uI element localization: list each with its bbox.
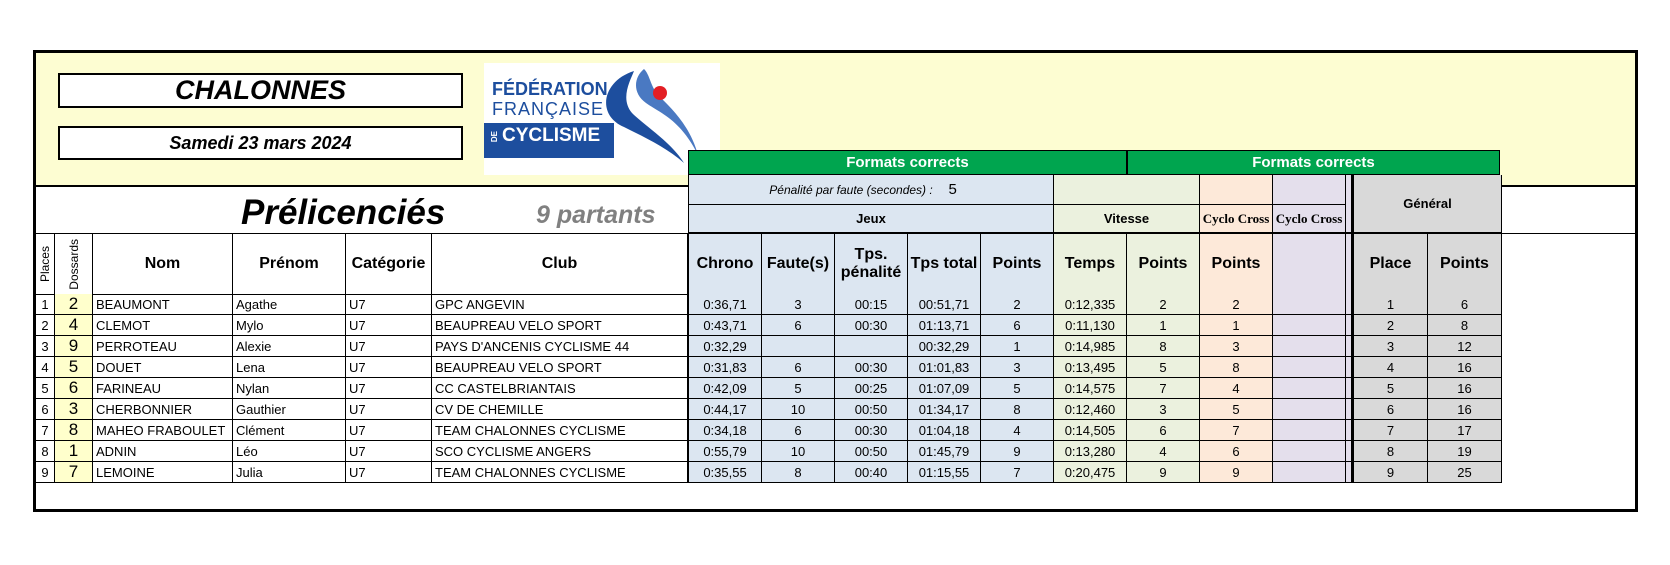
points-general-cell: 16	[1428, 357, 1502, 378]
points-general-cell: 6	[1428, 294, 1502, 315]
cyclo2-cell	[1273, 399, 1346, 420]
group-jeux: Jeux	[688, 205, 1054, 233]
table-row	[36, 294, 1635, 315]
penalty-row	[688, 175, 1054, 205]
penalite-cell: 00:30	[835, 315, 908, 336]
place-cell: 5	[36, 378, 55, 399]
penalty-value: 5	[948, 181, 957, 198]
group-cyclo-cross-1: Cyclo Cross	[1200, 205, 1273, 233]
dossard-cell: 5	[55, 357, 93, 378]
chrono-cell: 0:34,18	[688, 420, 762, 441]
event-date: Samedi 23 mars 2024	[58, 126, 463, 160]
points-vitesse-cell: 6	[1127, 420, 1200, 441]
group-cyclo-cross-2: Cyclo Cross	[1273, 205, 1346, 233]
row-separator	[1346, 315, 1354, 336]
points-jeux-cell: 3	[981, 357, 1054, 378]
col-points-general: Points	[1428, 234, 1502, 295]
row-separator	[1346, 462, 1354, 483]
row-separator	[1346, 357, 1354, 378]
place-cell: 9	[36, 462, 55, 483]
categorie-cell: U7	[346, 336, 432, 357]
points-cyclo-cell: 9	[1200, 462, 1273, 483]
points-vitesse-cell: 4	[1127, 441, 1200, 462]
place-cell: 1	[36, 294, 55, 315]
nom-cell: CHERBONNIER	[93, 399, 233, 420]
points-jeux-cell: 2	[981, 294, 1054, 315]
dossard-cell: 3	[55, 399, 93, 420]
fautes-cell	[762, 336, 835, 357]
points-cyclo-cell: 3	[1200, 336, 1273, 357]
club-cell: BEAUPREAU VELO SPORT	[432, 315, 688, 336]
club-cell: PAYS D'ANCENIS CYCLISME 44	[432, 336, 688, 357]
tps-total-cell: 01:07,09	[908, 378, 981, 399]
cyclo2-cell	[1273, 462, 1346, 483]
chrono-cell: 0:55,79	[688, 441, 762, 462]
row-separator	[1346, 420, 1354, 441]
temps-cell: 0:13,280	[1054, 441, 1127, 462]
penalite-cell	[835, 336, 908, 357]
col-cyclo2	[1273, 234, 1346, 295]
separator-col	[1346, 175, 1354, 233]
cyclo2-cell	[1273, 315, 1346, 336]
place-cell: 2	[36, 315, 55, 336]
penalite-cell: 00:25	[835, 378, 908, 399]
penalite-cell: 00:50	[835, 441, 908, 462]
penalite-cell: 00:40	[835, 462, 908, 483]
venue-title: CHALONNES	[58, 73, 463, 108]
col-dossards-label: Dossards	[66, 238, 81, 290]
category-title: Prélicenciés	[241, 193, 446, 232]
col-points-vitesse: Points	[1127, 234, 1200, 295]
categorie-cell: U7	[346, 420, 432, 441]
logo-text-line1: FÉDÉRATION	[492, 79, 608, 99]
prenom-cell: Julia	[233, 462, 346, 483]
points-vitesse-cell: 8	[1127, 336, 1200, 357]
col-chrono: Chrono	[688, 234, 762, 295]
categorie-cell: U7	[346, 294, 432, 315]
points-general-cell: 16	[1428, 378, 1502, 399]
dossard-cell: 2	[55, 294, 93, 315]
dossard-cell: 8	[55, 420, 93, 441]
points-cyclo-cell: 1	[1200, 315, 1273, 336]
group-vitesse: Vitesse	[1054, 205, 1200, 233]
penalite-cell: 00:30	[835, 420, 908, 441]
categorie-cell: U7	[346, 462, 432, 483]
club-cell: CV DE CHEMILLE	[432, 399, 688, 420]
prenom-cell: Nylan	[233, 378, 346, 399]
tps-total-cell: 01:15,55	[908, 462, 981, 483]
temps-cell: 0:14,985	[1054, 336, 1127, 357]
temps-cell: 0:14,575	[1054, 378, 1127, 399]
points-vitesse-cell: 2	[1127, 294, 1200, 315]
points-jeux-cell: 1	[981, 336, 1054, 357]
table-row	[36, 462, 1635, 483]
chrono-cell: 0:36,71	[688, 294, 762, 315]
temps-cell: 0:13,495	[1054, 357, 1127, 378]
penalty-label: Pénalité par faute (secondes) :	[769, 182, 933, 197]
points-jeux-cell: 8	[981, 399, 1054, 420]
points-jeux-cell: 6	[981, 315, 1054, 336]
place-general-cell: 7	[1354, 420, 1428, 441]
cyclo2-cell	[1273, 378, 1346, 399]
prenom-cell: Alexie	[233, 336, 346, 357]
temps-cell: 0:11,130	[1054, 315, 1127, 336]
points-general-cell: 8	[1428, 315, 1502, 336]
logo-text-line3: CYCLISME	[502, 125, 601, 146]
prenom-cell: Gauthier	[233, 399, 346, 420]
nom-cell: LEMOINE	[93, 462, 233, 483]
penalite-cell: 00:50	[835, 399, 908, 420]
table-row	[36, 399, 1635, 420]
fautes-cell: 10	[762, 441, 835, 462]
temps-cell: 0:20,475	[1054, 462, 1127, 483]
club-cell: TEAM CHALONNES CYCLISME	[432, 462, 688, 483]
logo-text-line2: FRANÇAISE	[492, 99, 605, 119]
chrono-cell: 0:31,83	[688, 357, 762, 378]
logo-text-prefix: DE	[490, 131, 499, 143]
table-row	[36, 441, 1635, 462]
place-general-cell: 4	[1354, 357, 1428, 378]
penalite-cell: 00:15	[835, 294, 908, 315]
fautes-cell: 6	[762, 420, 835, 441]
tps-total-cell: 01:34,17	[908, 399, 981, 420]
row-separator	[1346, 441, 1354, 462]
points-general-cell: 19	[1428, 441, 1502, 462]
points-jeux-cell: 4	[981, 420, 1054, 441]
dossard-cell: 6	[55, 378, 93, 399]
row-separator	[1346, 294, 1354, 315]
points-jeux-cell: 9	[981, 441, 1054, 462]
prenom-cell: Lena	[233, 357, 346, 378]
col-places-label: Places	[38, 245, 52, 283]
col-separator	[1346, 234, 1354, 295]
points-jeux-cell: 7	[981, 462, 1054, 483]
row-separator	[1346, 378, 1354, 399]
fautes-cell: 3	[762, 294, 835, 315]
cyclo2-cell	[1273, 336, 1346, 357]
tps-total-cell: 00:51,71	[908, 294, 981, 315]
row-separator	[1346, 336, 1354, 357]
results-body	[36, 294, 1635, 483]
col-temps: Temps	[1054, 234, 1127, 295]
categorie-cell: U7	[346, 357, 432, 378]
nom-cell: ADNIN	[93, 441, 233, 462]
chrono-cell: 0:43,71	[688, 315, 762, 336]
categorie-cell: U7	[346, 441, 432, 462]
prenom-cell: Léo	[233, 441, 346, 462]
points-general-cell: 25	[1428, 462, 1502, 483]
col-categorie: Catégorie	[346, 234, 432, 295]
group-vitesse-top	[1054, 175, 1200, 205]
temps-cell: 0:12,335	[1054, 294, 1127, 315]
points-cyclo-cell: 4	[1200, 378, 1273, 399]
fautes-cell: 6	[762, 315, 835, 336]
place-general-cell: 5	[1354, 378, 1428, 399]
points-vitesse-cell: 3	[1127, 399, 1200, 420]
categorie-cell: U7	[346, 378, 432, 399]
nom-cell: PERROTEAU	[93, 336, 233, 357]
points-cyclo-cell: 7	[1200, 420, 1273, 441]
col-tps-penalite-l1: Tps.	[854, 246, 888, 263]
nom-cell: CLEMOT	[93, 315, 233, 336]
categorie-cell: U7	[346, 315, 432, 336]
fautes-cell: 10	[762, 399, 835, 420]
col-place-general: Place	[1354, 234, 1428, 295]
ffc-logo	[484, 63, 720, 175]
col-tps-penalite	[835, 234, 908, 295]
group-cyclo1-top	[1200, 175, 1273, 205]
club-cell: BEAUPREAU VELO SPORT	[432, 357, 688, 378]
prenom-cell: Agathe	[233, 294, 346, 315]
nom-cell: FARINEAU	[93, 378, 233, 399]
chrono-cell: 0:42,09	[688, 378, 762, 399]
prenom-cell: Mylo	[233, 315, 346, 336]
group-general: Général	[1354, 175, 1502, 233]
tps-total-cell: 01:13,71	[908, 315, 981, 336]
cyclo2-cell	[1273, 294, 1346, 315]
points-cyclo-cell: 5	[1200, 399, 1273, 420]
points-cyclo-cell: 2	[1200, 294, 1273, 315]
col-fautes: Faute(s)	[762, 234, 835, 295]
cyclo2-cell	[1273, 441, 1346, 462]
club-cell: CC CASTELBRIANTAIS	[432, 378, 688, 399]
col-dossards	[55, 234, 93, 295]
table-row	[36, 315, 1635, 336]
place-general-cell: 9	[1354, 462, 1428, 483]
place-general-cell: 1	[1354, 294, 1428, 315]
place-general-cell: 2	[1354, 315, 1428, 336]
points-general-cell: 16	[1428, 399, 1502, 420]
col-prenom: Prénom	[233, 234, 346, 295]
tps-total-cell: 01:45,79	[908, 441, 981, 462]
starters-count: 9 partants	[536, 201, 656, 229]
penalite-cell: 00:30	[835, 357, 908, 378]
points-general-cell: 17	[1428, 420, 1502, 441]
column-header-row	[36, 233, 1635, 294]
col-points-jeux: Points	[981, 234, 1054, 295]
club-cell: SCO CYCLISME ANGERS	[432, 441, 688, 462]
points-cyclo-cell: 6	[1200, 441, 1273, 462]
col-club: Club	[432, 234, 688, 295]
col-nom: Nom	[93, 234, 233, 295]
nom-cell: MAHEO FRABOULET	[93, 420, 233, 441]
table-row	[36, 420, 1635, 441]
club-cell: TEAM CHALONNES CYCLISME	[432, 420, 688, 441]
cyclo2-cell	[1273, 420, 1346, 441]
cyclo2-cell	[1273, 357, 1346, 378]
place-cell: 7	[36, 420, 55, 441]
group-cyclo2-top	[1273, 175, 1346, 205]
row-separator	[1346, 399, 1354, 420]
fautes-cell: 8	[762, 462, 835, 483]
points-vitesse-cell: 7	[1127, 378, 1200, 399]
dossard-cell: 1	[55, 441, 93, 462]
formats-ok-right: Formats corrects	[1127, 150, 1500, 175]
place-general-cell: 3	[1354, 336, 1428, 357]
categorie-cell: U7	[346, 399, 432, 420]
dossard-cell: 7	[55, 462, 93, 483]
chrono-cell: 0:32,29	[688, 336, 762, 357]
dossard-cell: 9	[55, 336, 93, 357]
fautes-cell: 6	[762, 357, 835, 378]
col-tps-penalite-l2: pénalité	[840, 264, 902, 281]
place-cell: 6	[36, 399, 55, 420]
nom-cell: DOUET	[93, 357, 233, 378]
nom-cell: BEAUMONT	[93, 294, 233, 315]
points-vitesse-cell: 5	[1127, 357, 1200, 378]
points-vitesse-cell: 9	[1127, 462, 1200, 483]
table-row	[36, 336, 1635, 357]
dossard-cell: 4	[55, 315, 93, 336]
col-tps-total: Tps total	[908, 234, 981, 295]
formats-ok-left: Formats corrects	[688, 150, 1127, 175]
temps-cell: 0:12,460	[1054, 399, 1127, 420]
tps-total-cell: 01:04,18	[908, 420, 981, 441]
chrono-cell: 0:44,17	[688, 399, 762, 420]
place-cell: 4	[36, 357, 55, 378]
place-cell: 8	[36, 441, 55, 462]
place-general-cell: 6	[1354, 399, 1428, 420]
place-general-cell: 8	[1354, 441, 1428, 462]
points-general-cell: 12	[1428, 336, 1502, 357]
points-jeux-cell: 5	[981, 378, 1054, 399]
chrono-cell: 0:35,55	[688, 462, 762, 483]
tps-total-cell: 01:01,83	[908, 357, 981, 378]
points-vitesse-cell: 1	[1127, 315, 1200, 336]
fautes-cell: 5	[762, 378, 835, 399]
table-row	[36, 357, 1635, 378]
temps-cell: 0:14,505	[1054, 420, 1127, 441]
col-points-cyclo: Points	[1200, 234, 1273, 295]
col-places	[36, 234, 55, 295]
place-cell: 3	[36, 336, 55, 357]
club-cell: GPC ANGEVIN	[432, 294, 688, 315]
points-cyclo-cell: 8	[1200, 357, 1273, 378]
tps-total-cell: 00:32,29	[908, 336, 981, 357]
prenom-cell: Clément	[233, 420, 346, 441]
table-row	[36, 378, 1635, 399]
results-sheet	[33, 50, 1638, 512]
